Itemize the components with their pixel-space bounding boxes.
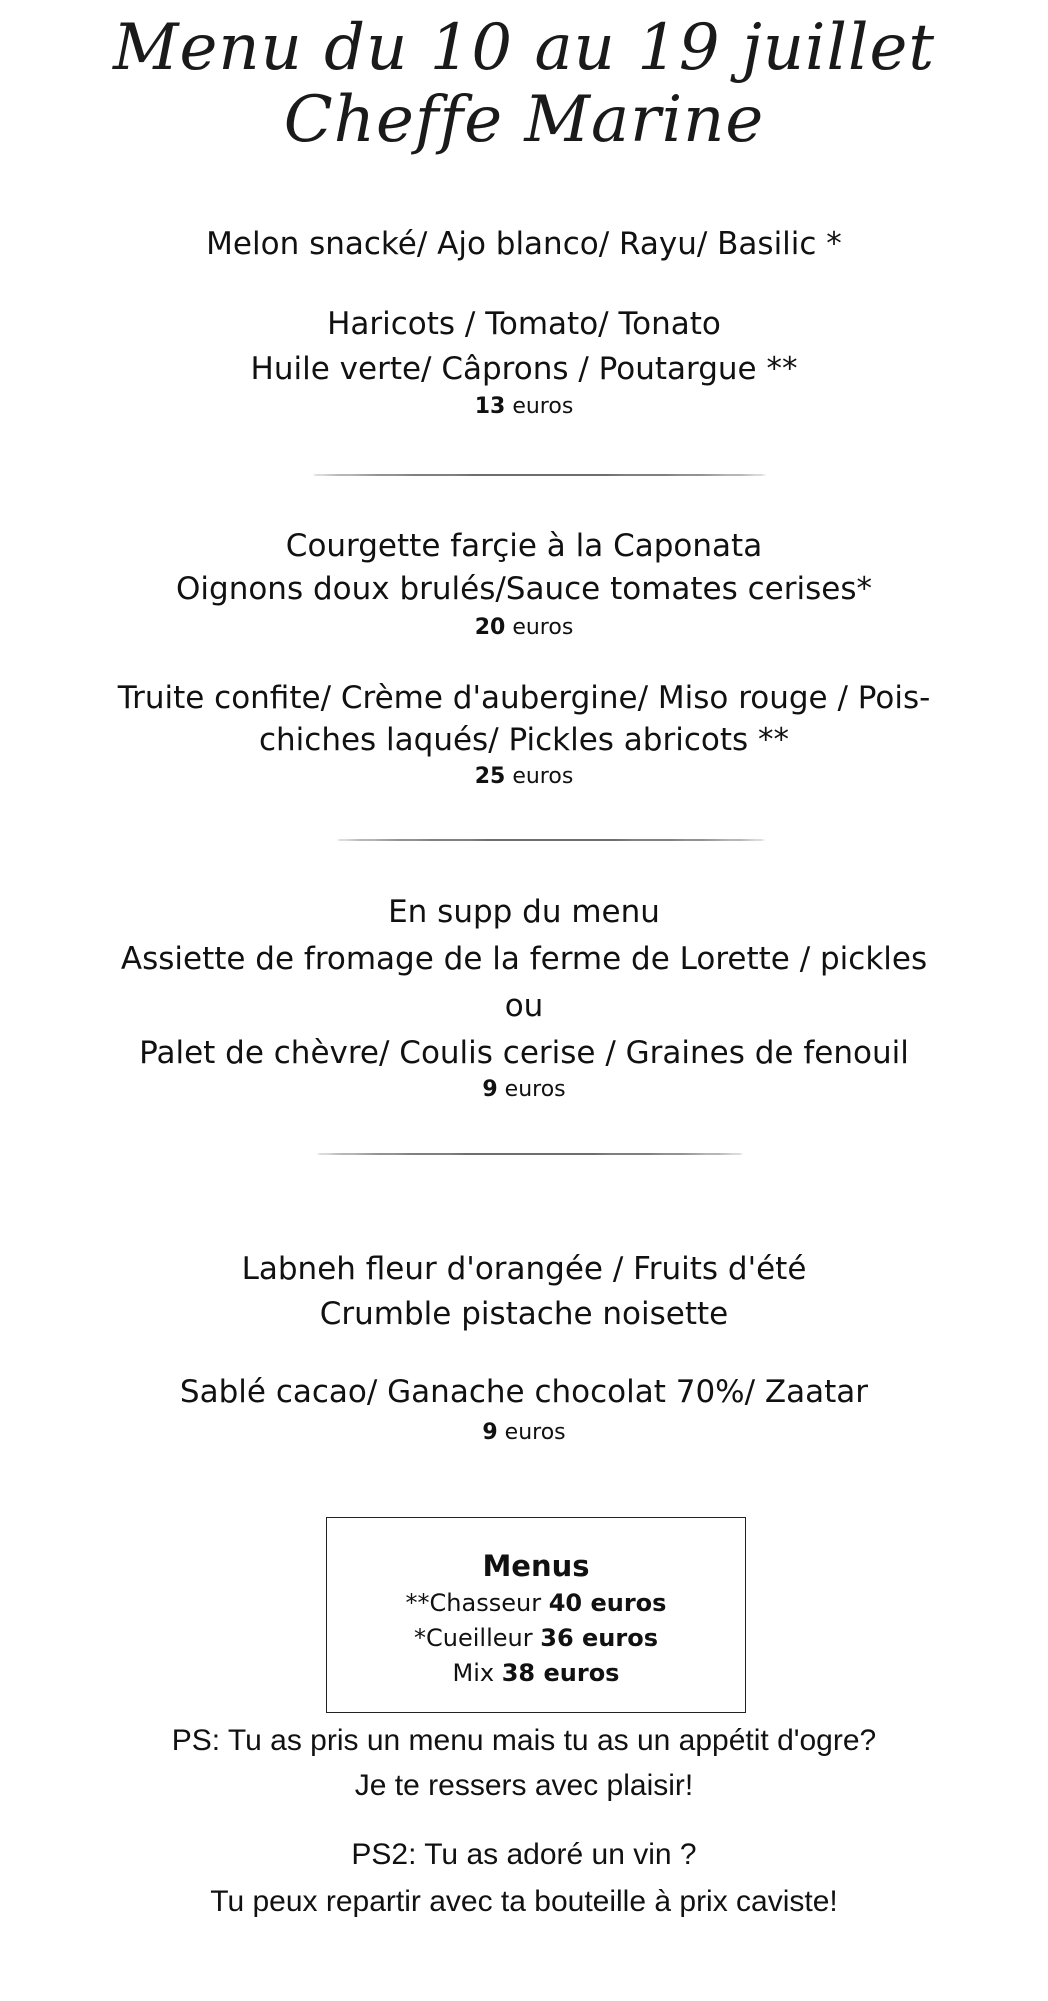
main-dish-2-price (0, 761, 1048, 793)
price-unit: euros (512, 764, 574, 789)
main-dish-1-line-2: Oignons doux brulés/Sauce tomates cerises* (176, 571, 872, 607)
price-unit: euros (504, 1420, 566, 1445)
supplement-price (0, 1074, 1048, 1106)
dessert-dish-2: Sablé cacao/ Ganache chocolat 70%/ Zaatar (179, 1374, 869, 1410)
starter-dish-1: Melon snacké/ Ajo blanco/ Rayu/ Basilic * (206, 226, 842, 262)
divider-3 (317, 1153, 743, 1155)
supplement-heading: En supp du menu (388, 894, 660, 930)
page-title (0, 12, 1048, 156)
menus-title: Menus (482, 1549, 590, 1583)
ps2-line-1: PS2: Tu as adoré un vin ? (351, 1838, 697, 1871)
price-value: 13 (474, 394, 506, 419)
menu-mix (327, 1656, 745, 1691)
dessert-price (0, 1417, 1048, 1449)
menus-box (326, 1517, 746, 1713)
starter-price (0, 391, 1048, 423)
divider-2 (337, 839, 765, 841)
dessert-dish-1-line-2: Crumble pistache noisette (319, 1296, 729, 1332)
ps1-line-1: PS: Tu as pris un menu mais tu as un appétit d'ogre? (171, 1724, 877, 1757)
title-line-chef: Cheffe Marine (283, 83, 765, 157)
menu-name: **Chasseur (405, 1589, 542, 1617)
ps1-line-2: Je te ressers avec plaisir! (354, 1769, 694, 1802)
starter-dish-2-line-1: Haricots / Tomato/ Tonato (327, 306, 721, 342)
price-unit: euros (512, 615, 574, 640)
price-value: 20 (474, 615, 506, 640)
menu-name: *Cueilleur (414, 1624, 533, 1652)
menu-cueilleur (327, 1621, 745, 1656)
starter-dish-2-line-2: Huile verte/ Câprons / Poutargue ** (250, 351, 798, 387)
main-dish-2-line-2: chiches laqués/ Pickles abricots ** (258, 722, 790, 758)
menu-name: Mix (452, 1659, 495, 1687)
ps2-line-2: Tu peux repartir avec ta bouteille à prix caviste! (210, 1885, 838, 1918)
supplement-option-2: Palet de chèvre/ Coulis cerise / Graines de fenouil (139, 1035, 909, 1071)
price-unit: euros (512, 394, 574, 419)
main-dish-1-price (0, 612, 1048, 644)
supplement-or: ou (504, 988, 544, 1024)
main-dish-1-line-1: Courgette farçie à la Caponata (285, 528, 763, 564)
menu-price: 40 euros (548, 1589, 667, 1617)
dessert-dish-1-line-1: Labneh fleur d'orangée / Fruits d'été (241, 1251, 807, 1287)
main-dish-2-line-1: Truite confite/ Crème d'aubergine/ Miso rouge / Pois- (117, 680, 931, 716)
price-value: 9 (482, 1420, 498, 1445)
menu-price: 38 euros (501, 1659, 620, 1687)
supplement-option-1: Assiette de fromage de la ferme de Lorette / pickles (120, 941, 928, 977)
title-line-dates: Menu du 10 au 19 juillet (112, 11, 936, 85)
menu-chasseur (327, 1586, 745, 1621)
price-value: 25 (474, 764, 506, 789)
price-value: 9 (482, 1077, 498, 1102)
divider-1 (313, 474, 766, 476)
price-unit: euros (504, 1077, 566, 1102)
menu-price: 36 euros (540, 1624, 658, 1652)
